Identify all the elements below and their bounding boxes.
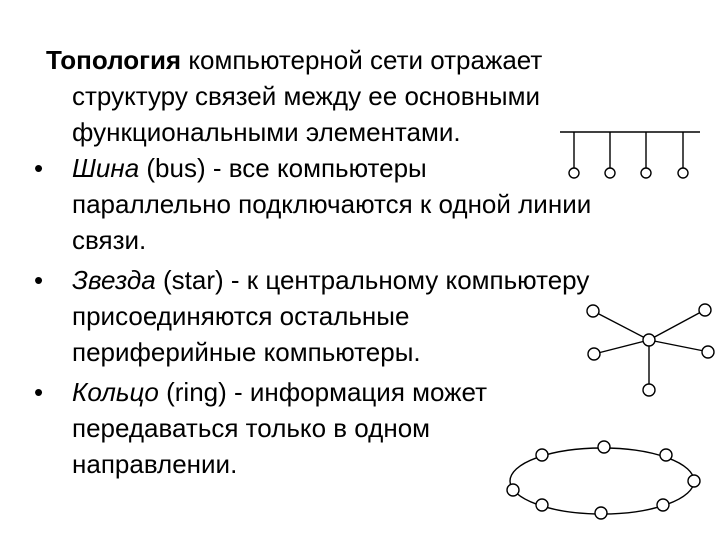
- ring-topology-diagram: [507, 441, 700, 519]
- ring-term: Кольцо: [72, 377, 159, 407]
- bullet-marker-bus: •: [34, 153, 44, 183]
- ring-line-3: направлении.: [72, 449, 238, 479]
- intro-line-1-rest: компьютерной сети отражает: [181, 45, 543, 75]
- bus-line-3: связи.: [72, 225, 147, 255]
- star-line-1-rest: (star) - к центральному компьютеру: [155, 265, 590, 295]
- star-node: [588, 348, 600, 360]
- ring-node: [536, 449, 548, 461]
- star-topology-diagram: [587, 304, 714, 396]
- star-link: [649, 312, 701, 340]
- bus-term: Шина: [72, 153, 140, 183]
- ring-node: [507, 484, 519, 496]
- star-hub-node: [643, 334, 655, 346]
- star-line-2: присоединяются остальные: [72, 301, 410, 331]
- bus-node: [569, 168, 579, 178]
- star-node: [587, 305, 599, 317]
- ring-line-1-rest: (ring) - информация может: [158, 377, 488, 407]
- ring-node: [688, 475, 700, 487]
- bullet-marker-ring: •: [34, 377, 44, 407]
- star-node: [643, 384, 655, 396]
- bus-node: [605, 168, 615, 178]
- star-node: [699, 304, 711, 316]
- ring-node: [660, 449, 672, 461]
- star-link: [649, 340, 704, 351]
- intro-line-2: структуру связей между ее основными: [72, 81, 540, 111]
- intro-line-3: функциональными элементами.: [72, 117, 461, 147]
- star-term: Звезда: [72, 265, 156, 295]
- bus-line-1-rest: (bus) - все компьютеры: [139, 153, 427, 183]
- bus-line-2: параллельно подключаются к одной линии: [72, 189, 592, 219]
- ring-line-2: передаваться только в одном: [72, 413, 431, 443]
- ring-node: [536, 499, 548, 511]
- bus-node: [678, 168, 688, 178]
- star-node: [702, 346, 714, 358]
- bus-node: [641, 168, 651, 178]
- bullet-marker-star: •: [34, 265, 44, 295]
- ring-node: [657, 499, 669, 511]
- star-link: [597, 313, 649, 340]
- intro-term: Топология: [46, 45, 182, 75]
- ring-node: [598, 441, 610, 453]
- star-line-3: периферийные компьютеры.: [72, 337, 421, 367]
- bus-topology-diagram: [560, 132, 700, 178]
- star-link: [598, 340, 649, 353]
- ring-node: [595, 507, 607, 519]
